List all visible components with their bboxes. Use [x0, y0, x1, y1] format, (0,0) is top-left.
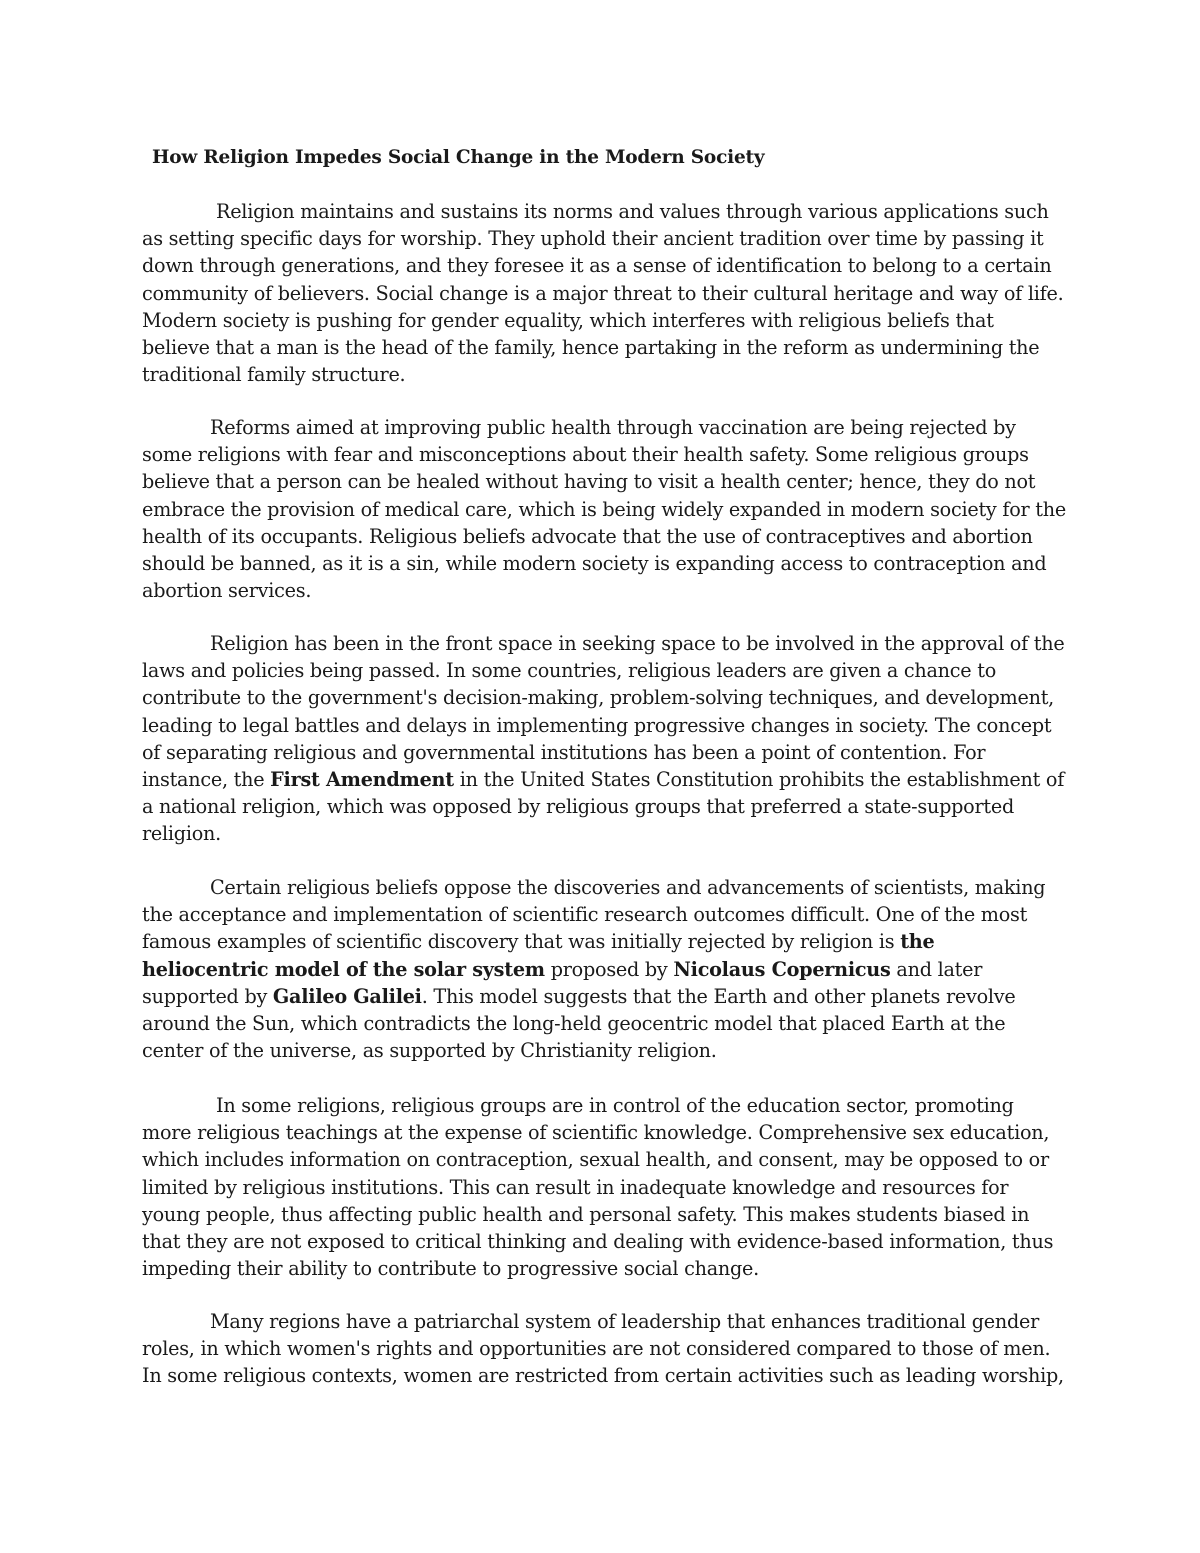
paragraph-6: [142, 1308, 1067, 1390]
paragraph-4-text-3: and later supported by: [142, 957, 983, 1008]
paragraph-2: [142, 414, 1067, 604]
paragraph-1: [142, 198, 1067, 388]
paragraph-4: [142, 874, 1067, 1064]
paragraph-2-text: Reforms aimed at improving public health through vaccination are being rejected by some religions with fear and misconceptions about their health safety. Some religious groups believe that a person can be healed without having to visit a health center; hence, they do not embrace the provision of medical care, which is being widely expanded in modern society for the health of its occupants. Religious beliefs advocate that the use of contraceptives and abortion should be banned, as it is a sin, while modern society is expanding access to contraception and abortion services.: [142, 416, 1066, 603]
paragraph-4-text-4: . This model suggests that the Earth and other planets revolve around the Sun, which contradicts the long-held geocentric model that placed Earth at the center of the universe, as supported by Christianity religion.: [142, 984, 1016, 1063]
paragraph-6-text: Many regions have a patriarchal system of leadership that enhances traditional gender roles, in which women's rights and opportunities are not considered compared to those of men. In some religious contexts, women are restricted from certain activities such as leading worship,: [142, 1310, 1064, 1388]
galileo-bold: Galileo Galilei: [272, 984, 422, 1008]
copernicus-bold: Nicolaus Copernicus: [673, 957, 891, 981]
heliocentric-model-bold: the heliocentric model of the solar system: [142, 930, 935, 981]
paragraph-3-text-2: in the United States Constitution prohibits the establishment of a national religion, which was opposed by religious groups that preferred a state-supported religion.: [142, 768, 1065, 846]
paragraph-1-text: Religion maintains and sustains its norms and values through various applications such as setting specific days for worship. They uphold their ancient tradition over time by passing it down through generations, and they foresee it as a sense of identification to belong to a certain community of believers. Social change is a major threat to their cultural heritage and way of life. Modern society is pushing for gender equality, which interferes with religious beliefs that believe that a man is the head of the family, hence partaking in the reform as undermining the traditional family structure.: [142, 200, 1064, 387]
paragraph-3: [142, 630, 1067, 848]
document-title: How Religion Impedes Social Change in the Modern Society: [152, 147, 765, 168]
paragraph-5-text: In some religions, religious groups are in control of the education sector, promoting more religious teachings at the expense of scientific knowledge. Comprehensive sex education, which includes information on contraception, sexual health, and consent, may be opposed to or limited by religious institutions. This can result in inadequate knowledge and resources for young people, thus affecting public health and personal safety. This makes students biased in that they are not exposed to critical thinking and dealing with evidence-based information, thus impeding their ability to contribute to progressive social change.: [142, 1094, 1054, 1281]
paragraph-3-text-1: Religion has been in the front space in seeking space to be involved in the approval of the laws and policies being passed. In some countries, religious leaders are given a chance to contribute to the government's decision-making, problem-solving techniques, and development, leading to legal battles and delays in implementing progressive changes in society. The concept of separating religious and governmental institutions has been a point of contention. For instance, the: [142, 632, 1065, 792]
first-amendment-bold: First Amendment: [270, 768, 454, 792]
paragraph-4-text-1: Certain religious beliefs oppose the discoveries and advancements of scientists, making the acceptance and implementation of scientific research outcomes difficult. One of the most famous examples of scientific discovery that was initially rejected by religion is: [142, 876, 1046, 954]
paragraph-4-text-2: proposed by: [544, 957, 674, 981]
paragraph-5: [142, 1092, 1067, 1282]
